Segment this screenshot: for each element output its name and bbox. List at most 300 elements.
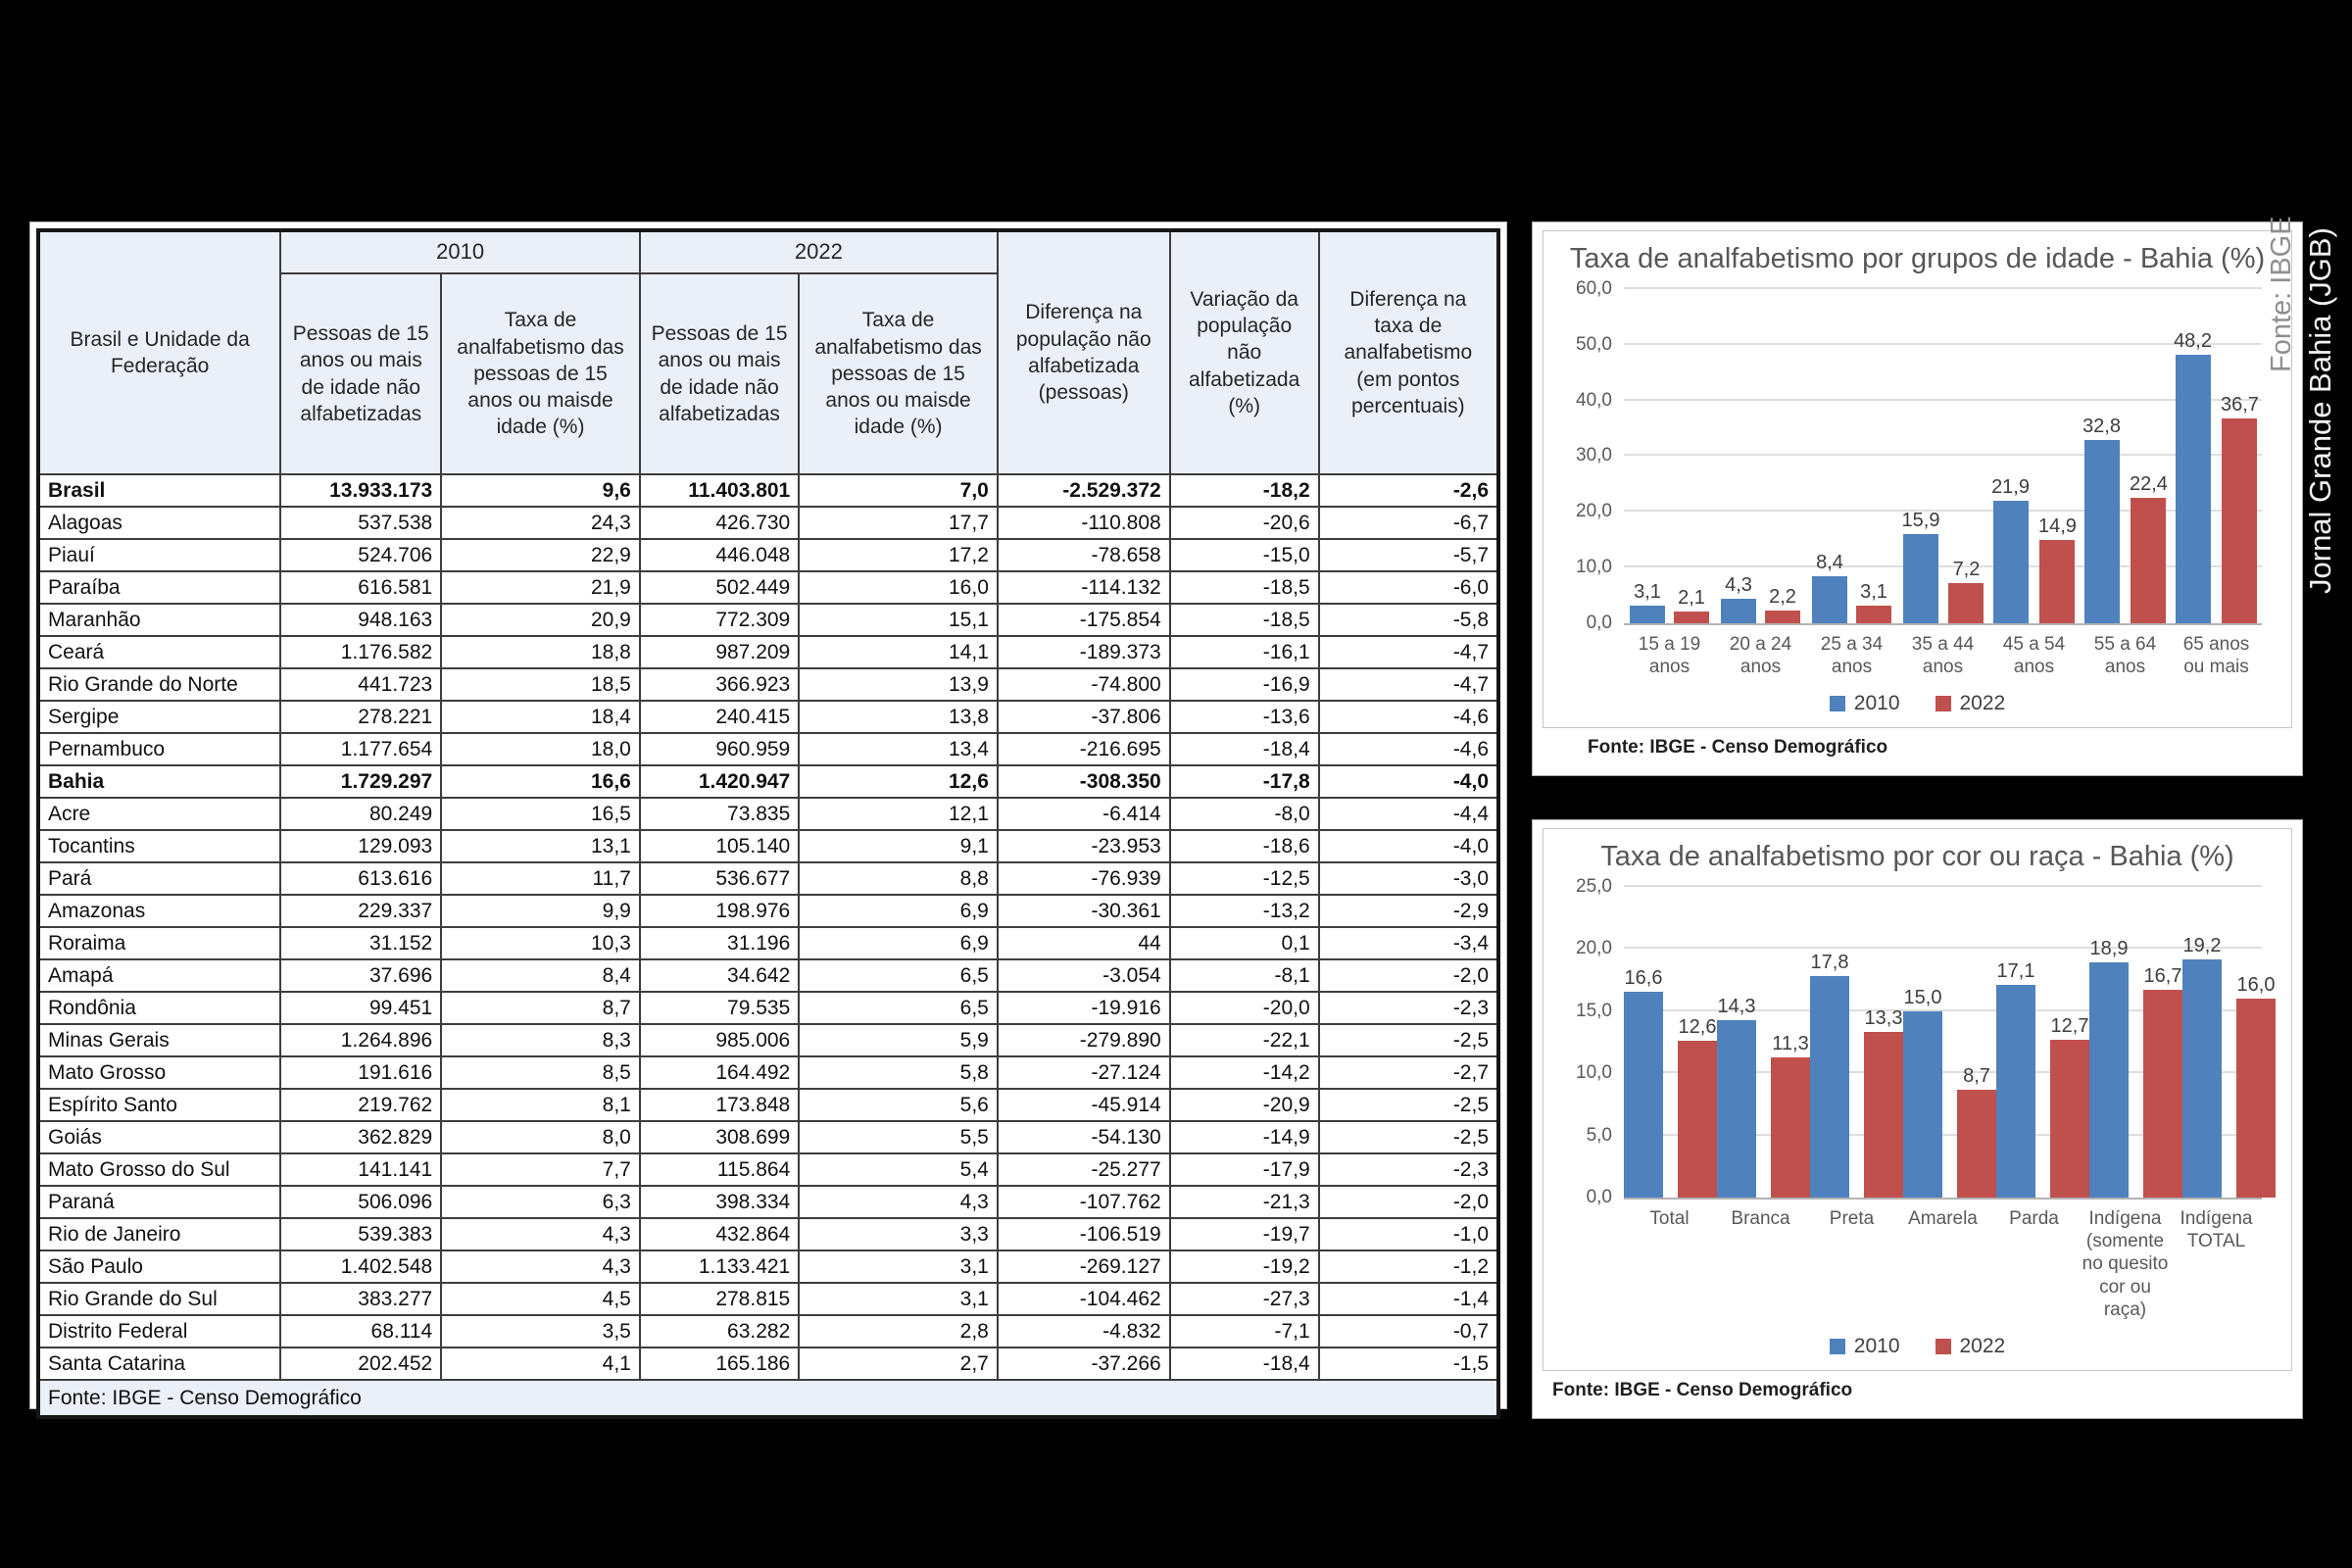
- x-axis-labels: [1624, 633, 2262, 678]
- cell-rate_2022: 6,5: [799, 959, 998, 992]
- bar-2022: [2050, 1040, 2089, 1198]
- bar-2022: [2039, 540, 2075, 623]
- bar-groups: [1624, 887, 2276, 1198]
- cell-pop_2010: 99.451: [280, 992, 441, 1024]
- cell-diff_rate: -6,7: [1319, 507, 1498, 539]
- y-axis-tick-label: 20,0: [1576, 501, 1612, 522]
- cell-rate_2022: 3,1: [799, 1283, 998, 1315]
- cell-var_pop: -19,2: [1170, 1250, 1319, 1283]
- table-row-brasil: [38, 474, 1498, 507]
- cell-rate_2010: 13,1: [441, 830, 640, 862]
- cell-pop_2022: 446.048: [640, 539, 799, 571]
- bar-value-label: 11,3: [1772, 1032, 1809, 1054]
- header-diff-rate: Diferença na taxa de analfabetismo (em pontos percentuais): [1319, 230, 1498, 474]
- bar-2010: [1810, 976, 1849, 1198]
- header-year-2010: 2010: [280, 230, 640, 273]
- legend-swatch-icon: [1830, 1339, 1845, 1354]
- table-row: [38, 992, 1498, 1024]
- cell-var_pop: -14,2: [1170, 1056, 1319, 1089]
- cell-rate_2010: 8,1: [441, 1089, 640, 1121]
- cell-var_pop: -12,5: [1170, 862, 1319, 895]
- bar-value-label: 8,4: [1816, 551, 1843, 573]
- table-row: [38, 733, 1498, 765]
- cell-diff_rate: -4,6: [1319, 733, 1498, 765]
- y-axis-tick-label: 5,0: [1586, 1124, 1612, 1146]
- table-row: [38, 1250, 1498, 1283]
- chart-title: Taxa de analfabetismo por grupos de idade - Bahia (%): [1569, 243, 2266, 274]
- bar-value-label: 16,7: [2143, 965, 2182, 988]
- bar-group: [2171, 289, 2262, 623]
- cell-var_pop: -16,9: [1170, 668, 1319, 701]
- table-row: [38, 927, 1498, 959]
- cell-diff_pop: -45.914: [998, 1089, 1170, 1121]
- bar-value-label: 17,1: [1996, 960, 2035, 983]
- legend-swatch-icon: [1936, 696, 1951, 711]
- header-rate-2022: Taxa de analfabetismo das pessoas de 15 anos ou maisde idade (%): [799, 273, 998, 474]
- cell-pop_2010: 524.706: [280, 539, 441, 571]
- cell-pop_2010: 383.277: [280, 1283, 441, 1315]
- cell-var_pop: -14,9: [1170, 1121, 1319, 1153]
- chart-legend: [1544, 1321, 2291, 1370]
- cell-pop_2022: 164.492: [640, 1056, 799, 1089]
- cell-rate_2010: 8,5: [441, 1056, 640, 1089]
- cell-diff_pop: -114.132: [998, 571, 1170, 604]
- table-row-bahia: [38, 765, 1498, 798]
- y-axis-tick-label: 25,0: [1576, 876, 1612, 897]
- bar-value-label: 7,2: [1952, 558, 1981, 580]
- bar-2010: [2182, 959, 2222, 1199]
- bar-column-2022: [1948, 289, 1984, 623]
- cell-pop_2010: 1.176.582: [280, 636, 441, 668]
- table-row: [38, 798, 1498, 830]
- header-pop-2010: Pessoas de 15 anos ou mais de idade não alfabetizadas: [280, 273, 441, 474]
- table-row: [38, 1024, 1498, 1056]
- cell-region: Rio de Janeiro: [38, 1218, 280, 1250]
- table-row: [38, 1348, 1498, 1380]
- bar-value-label: 14,3: [1717, 995, 1756, 1017]
- cell-var_pop: -27,3: [1170, 1283, 1319, 1315]
- bar-column-2022: [2143, 887, 2182, 1198]
- cell-var_pop: 0,1: [1170, 927, 1319, 959]
- cell-var_pop: -18,5: [1170, 571, 1319, 604]
- bar-column-2022: [2236, 887, 2276, 1198]
- cell-region: Sergipe: [38, 701, 280, 733]
- bar-column-2010: [1624, 887, 1663, 1198]
- bar-value-label: 15,0: [1903, 986, 1942, 1008]
- cell-diff_rate: -2,7: [1319, 1056, 1498, 1089]
- bar-2022: [1864, 1032, 1903, 1198]
- cell-pop_2010: 1.729.297: [280, 765, 441, 798]
- cell-var_pop: -17,8: [1170, 765, 1319, 798]
- bar-column-2010: [2182, 887, 2222, 1198]
- legend-item-2022: [1936, 692, 2006, 715]
- bar-2022: [1678, 1041, 1717, 1198]
- bar-group: [2182, 887, 2276, 1198]
- bar-group: [1897, 289, 1988, 623]
- table-footer: [38, 1380, 1498, 1417]
- cell-region: Paraíba: [38, 571, 280, 604]
- bar-column-2022: [2221, 289, 2259, 623]
- cell-diff_pop: -54.130: [998, 1121, 1170, 1153]
- cell-pop_2022: 772.309: [640, 604, 799, 636]
- cell-diff_pop: -107.762: [998, 1186, 1170, 1218]
- table-source: Fonte: IBGE - Censo Demográfico: [38, 1380, 1498, 1417]
- bar-value-label: 12,6: [1678, 1016, 1717, 1039]
- bar-column-2022: [1864, 887, 1903, 1198]
- cell-rate_2010: 8,4: [441, 959, 640, 992]
- bar-group: [1717, 887, 1810, 1198]
- bar-2022: [1771, 1057, 1810, 1198]
- y-axis-tick-label: 60,0: [1576, 278, 1612, 299]
- bar-column-2010: [1717, 887, 1756, 1198]
- bar-2010: [1812, 576, 1847, 623]
- cell-rate_2022: 9,1: [799, 830, 998, 862]
- bar-value-label: 36,7: [2221, 394, 2259, 416]
- header-year-2022: 2022: [640, 230, 998, 273]
- bar-2010: [2176, 355, 2211, 623]
- cell-rate_2022: 6,9: [799, 895, 998, 927]
- cell-pop_2022: 63.282: [640, 1315, 799, 1348]
- cell-pop_2022: 366.923: [640, 668, 799, 701]
- bar-column-2022: [2038, 289, 2077, 623]
- cell-diff_rate: -2,0: [1319, 959, 1498, 992]
- table-row: [38, 604, 1498, 636]
- cell-pop_2022: 198.976: [640, 895, 799, 927]
- cell-pop_2022: 79.535: [640, 992, 799, 1024]
- cell-rate_2010: 24,3: [441, 507, 640, 539]
- chart-source: Fonte: IBGE - Censo Demográfico: [1588, 737, 1888, 758]
- cell-diff_rate: -4,0: [1319, 830, 1498, 862]
- cell-diff_pop: -110.808: [998, 507, 1170, 539]
- plot-area: [1576, 876, 2276, 1208]
- bar-group: [1810, 887, 1903, 1198]
- cell-diff_rate: -2,0: [1319, 1186, 1498, 1218]
- cell-pop_2022: 1.420.947: [640, 765, 799, 798]
- cell-rate_2010: 18,4: [441, 701, 640, 733]
- cell-region: Minas Gerais: [38, 1024, 280, 1056]
- bar-column-2022: [2050, 887, 2089, 1198]
- cell-diff_pop: -76.939: [998, 862, 1170, 895]
- y-axis-tick-label: 10,0: [1576, 1062, 1612, 1084]
- x-category-label: Amarela: [1908, 1208, 1978, 1230]
- cell-pop_2010: 13.933.173: [280, 474, 441, 507]
- table-row: [38, 1283, 1498, 1315]
- bar-group: [1806, 289, 1897, 623]
- bar-2022: [1674, 612, 1709, 623]
- cell-pop_2022: 73.835: [640, 798, 799, 830]
- cell-diff_rate: -4,4: [1319, 798, 1498, 830]
- cell-pop_2010: 1.264.896: [280, 1024, 441, 1056]
- bar-value-label: 3,1: [1860, 581, 1887, 604]
- vertical-source-text: Fonte: IBGE: [2266, 216, 2297, 372]
- table-row: [38, 1089, 1498, 1121]
- y-axis-tick-label: 40,0: [1576, 389, 1612, 411]
- cell-diff_pop: -308.350: [998, 765, 1170, 798]
- legend-label: 2022: [1959, 692, 2006, 714]
- cell-rate_2022: 3,1: [799, 1250, 998, 1283]
- chart-legend: [1544, 678, 2291, 727]
- cell-pop_2022: 173.848: [640, 1089, 799, 1121]
- bar-value-label: 4,3: [1725, 574, 1752, 597]
- cell-diff_rate: -2,6: [1319, 474, 1498, 507]
- cell-rate_2022: 17,7: [799, 507, 998, 539]
- bar-column-2010: [1721, 289, 1756, 623]
- cell-pop_2022: 502.449: [640, 571, 799, 604]
- cell-diff_rate: -2,3: [1319, 992, 1498, 1024]
- bar-2010: [2089, 962, 2129, 1198]
- cell-pop_2010: 278.221: [280, 701, 441, 733]
- cell-rate_2022: 5,8: [799, 1056, 998, 1089]
- cell-region: Tocantins: [38, 830, 280, 862]
- x-category-label: Preta: [1829, 1208, 1875, 1230]
- cell-rate_2022: 17,2: [799, 539, 998, 571]
- cell-pop_2010: 141.141: [280, 1153, 441, 1186]
- x-category-label: 25 a 34 anos: [1820, 633, 1884, 677]
- cell-rate_2010: 9,6: [441, 474, 640, 507]
- cell-pop_2010: 219.762: [280, 1089, 441, 1121]
- cell-diff_rate: -5,8: [1319, 604, 1498, 636]
- bar-value-label: 21,9: [1991, 476, 2030, 499]
- cell-pop_2010: 229.337: [280, 895, 441, 927]
- cell-diff_rate: -3,4: [1319, 927, 1498, 959]
- cell-rate_2022: 12,1: [799, 798, 998, 830]
- bar-group: [2080, 289, 2171, 623]
- bar-2022: [1765, 611, 1800, 622]
- cell-region: São Paulo: [38, 1250, 280, 1283]
- cell-region: Amapá: [38, 959, 280, 992]
- cell-rate_2022: 2,8: [799, 1315, 998, 1348]
- cell-region: Amazonas: [38, 895, 280, 927]
- cell-diff_rate: -0,7: [1319, 1315, 1498, 1348]
- bar-value-label: 18,9: [2089, 938, 2129, 960]
- cell-region: Santa Catarina: [38, 1348, 280, 1380]
- cell-diff_pop: -78.658: [998, 539, 1170, 571]
- cell-diff_pop: -106.519: [998, 1218, 1170, 1250]
- x-category-label: Indígena TOTAL: [2180, 1208, 2253, 1252]
- header-region: Brasil e Unidade da Federação: [38, 230, 280, 474]
- cell-var_pop: -18,2: [1170, 474, 1319, 507]
- cell-pop_2010: 1.402.548: [280, 1250, 441, 1283]
- cell-pop_2010: 129.093: [280, 830, 441, 862]
- table-row: [38, 668, 1498, 701]
- cell-rate_2022: 6,9: [799, 927, 998, 959]
- legend-item-2022: [1936, 1335, 2006, 1358]
- illiteracy-table: [36, 228, 1500, 1419]
- bar-group: [1988, 289, 2080, 623]
- cell-rate_2022: 5,4: [799, 1153, 998, 1186]
- bar-2010: [1717, 1020, 1756, 1198]
- header-pop-2022: Pessoas de 15 anos ou mais de idade não alfabetizadas: [640, 273, 799, 474]
- cell-var_pop: -17,9: [1170, 1153, 1319, 1186]
- cell-rate_2010: 21,9: [441, 571, 640, 604]
- bar-2010: [1996, 985, 2035, 1198]
- x-category-label: 20 a 24 anos: [1729, 633, 1792, 677]
- bar-value-label: 15,9: [1901, 510, 1940, 532]
- cell-pop_2022: 105.140: [640, 830, 799, 862]
- bar-column-2010: [1996, 887, 2035, 1198]
- bar-value-label: 22,4: [2130, 473, 2168, 496]
- cell-diff_pop: -269.127: [998, 1250, 1170, 1283]
- cell-pop_2022: 34.642: [640, 959, 799, 992]
- cell-diff_rate: -4,7: [1319, 668, 1498, 701]
- bar-value-label: 14,9: [2038, 515, 2077, 538]
- cell-rate_2010: 7,7: [441, 1153, 640, 1186]
- table-header: [38, 230, 1498, 474]
- bar-value-label: 16,6: [1624, 966, 1663, 989]
- bar-2010: [2084, 440, 2120, 622]
- table-row: [38, 539, 1498, 571]
- cell-rate_2022: 7,0: [799, 474, 998, 507]
- cell-pop_2010: 202.452: [280, 1348, 441, 1380]
- cell-rate_2010: 16,5: [441, 798, 640, 830]
- cell-diff_pop: -2.529.372: [998, 474, 1170, 507]
- cell-diff_rate: -5,7: [1319, 539, 1498, 571]
- cell-pop_2010: 506.096: [280, 1186, 441, 1218]
- table-row: [38, 636, 1498, 668]
- cell-rate_2022: 13,9: [799, 668, 998, 701]
- cell-region: Bahia: [38, 765, 280, 798]
- cell-region: Rio Grande do Sul: [38, 1283, 280, 1315]
- table-row: [38, 1153, 1498, 1186]
- bar-column-2010: [1902, 289, 1940, 623]
- cell-diff_pop: -189.373: [998, 636, 1170, 668]
- cell-diff_rate: -2,5: [1319, 1024, 1498, 1056]
- y-axis-tick-label: 30,0: [1576, 445, 1612, 466]
- cell-diff_rate: -2,3: [1319, 1153, 1498, 1186]
- bar-column-2022: [1678, 887, 1717, 1198]
- bar-value-label: 16,0: [2236, 974, 2276, 997]
- cell-region: Mato Grosso: [38, 1056, 280, 1089]
- cell-pop_2022: 987.209: [640, 636, 799, 668]
- bar-column-2010: [1812, 289, 1847, 623]
- y-axis-tick-label: 0,0: [1586, 612, 1612, 633]
- cell-pop_2010: 31.152: [280, 927, 441, 959]
- bar-value-label: 17,8: [1810, 952, 1849, 974]
- cell-var_pop: -22,1: [1170, 1024, 1319, 1056]
- cell-diff_pop: -279.890: [998, 1024, 1170, 1056]
- cell-diff_rate: -1,0: [1319, 1218, 1498, 1250]
- cell-rate_2010: 18,0: [441, 733, 640, 765]
- cell-region: Acre: [38, 798, 280, 830]
- bar-value-label: 3,1: [1634, 581, 1661, 604]
- x-category-label: Branca: [1731, 1208, 1790, 1230]
- cell-rate_2010: 3,5: [441, 1315, 640, 1348]
- cell-region: Roraima: [38, 927, 280, 959]
- cell-var_pop: -18,6: [1170, 830, 1319, 862]
- cell-diff_rate: -1,5: [1319, 1348, 1498, 1380]
- cell-rate_2022: 6,5: [799, 992, 998, 1024]
- cell-rate_2022: 16,0: [799, 571, 998, 604]
- bar-2022: [1957, 1090, 1996, 1198]
- table-row: [38, 1218, 1498, 1250]
- cell-rate_2010: 22,9: [441, 539, 640, 571]
- bar-value-label: 19,2: [2182, 934, 2222, 956]
- y-axis-tick-label: 50,0: [1576, 333, 1612, 355]
- bar-2022: [1948, 583, 1984, 623]
- cell-pop_2010: 80.249: [280, 798, 441, 830]
- table-row: [38, 571, 1498, 604]
- cell-diff_rate: -4,6: [1319, 701, 1498, 733]
- cell-region: Maranhão: [38, 604, 280, 636]
- bar-column-2022: [1771, 887, 1810, 1198]
- bar-column-2022: [1765, 289, 1800, 623]
- table-row: [38, 507, 1498, 539]
- bar-column-2022: [1674, 289, 1709, 623]
- cell-region: Distrito Federal: [38, 1315, 280, 1348]
- cell-rate_2010: 6,3: [441, 1186, 640, 1218]
- y-axis-tick-label: 20,0: [1576, 938, 1612, 959]
- bar-2022: [2131, 498, 2166, 622]
- cell-pop_2022: 398.334: [640, 1186, 799, 1218]
- bar-2010: [1903, 1011, 1942, 1198]
- cell-region: Espírito Santo: [38, 1089, 280, 1121]
- chart-box: [1543, 828, 2292, 1371]
- x-category-label: 45 a 54 anos: [2002, 633, 2066, 677]
- cell-region: Alagoas: [38, 507, 280, 539]
- legend-label: 2010: [1853, 1335, 1900, 1357]
- cell-var_pop: -18,5: [1170, 604, 1319, 636]
- cell-rate_2010: 11,7: [441, 862, 640, 895]
- cell-diff_pop: -23.953: [998, 830, 1170, 862]
- cell-pop_2022: 308.699: [640, 1121, 799, 1153]
- bar-value-label: 12,7: [2050, 1015, 2089, 1038]
- cell-rate_2010: 4,3: [441, 1250, 640, 1283]
- bar-value-label: 8,7: [1963, 1064, 1990, 1087]
- cell-rate_2010: 8,3: [441, 1024, 640, 1056]
- cell-var_pop: -13,2: [1170, 895, 1319, 927]
- cell-pop_2010: 539.383: [280, 1218, 441, 1250]
- x-category-label: 35 a 44 anos: [1911, 633, 1975, 677]
- cell-pop_2022: 960.959: [640, 733, 799, 765]
- bar-2010: [1993, 501, 2029, 622]
- cell-pop_2010: 613.616: [280, 862, 441, 895]
- cell-pop_2022: 165.186: [640, 1348, 799, 1380]
- cell-rate_2010: 8,0: [441, 1121, 640, 1153]
- cell-var_pop: -20,6: [1170, 507, 1319, 539]
- legend-swatch-icon: [1936, 1339, 1951, 1354]
- cell-var_pop: -13,6: [1170, 701, 1319, 733]
- cell-pop_2022: 985.006: [640, 1024, 799, 1056]
- table-row: [38, 830, 1498, 862]
- bar-group: [1624, 887, 1717, 1198]
- cell-var_pop: -20,0: [1170, 992, 1319, 1024]
- age-group-chart-panel: [1532, 221, 2303, 776]
- cell-diff_pop: -4.832: [998, 1315, 1170, 1348]
- cell-diff_pop: -175.854: [998, 604, 1170, 636]
- bar-2010: [1624, 992, 1663, 1199]
- cell-var_pop: -18,4: [1170, 1348, 1319, 1380]
- y-axis-tick-label: 0,0: [1586, 1187, 1612, 1208]
- bar-groups: [1624, 289, 2262, 623]
- bar-column-2022: [1957, 887, 1996, 1198]
- bar-column-2010: [1630, 289, 1665, 623]
- cell-region: Piauí: [38, 539, 280, 571]
- cell-region: Brasil: [38, 474, 280, 507]
- y-axis-tick-label: 10,0: [1576, 556, 1612, 577]
- table-row: [38, 895, 1498, 927]
- x-category-label: 55 a 64 anos: [2093, 633, 2157, 677]
- cell-region: Rondônia: [38, 992, 280, 1024]
- bar-group: [1903, 887, 1996, 1198]
- cell-diff_rate: -2,5: [1319, 1121, 1498, 1153]
- cell-diff_pop: -3.054: [998, 959, 1170, 992]
- bar-group: [1624, 289, 1715, 623]
- cell-diff_pop: -25.277: [998, 1153, 1170, 1186]
- cell-diff_pop: -104.462: [998, 1283, 1170, 1315]
- bar-value-label: 48,2: [2174, 330, 2212, 352]
- cell-pop_2010: 537.538: [280, 507, 441, 539]
- legend-swatch-icon: [1830, 696, 1845, 711]
